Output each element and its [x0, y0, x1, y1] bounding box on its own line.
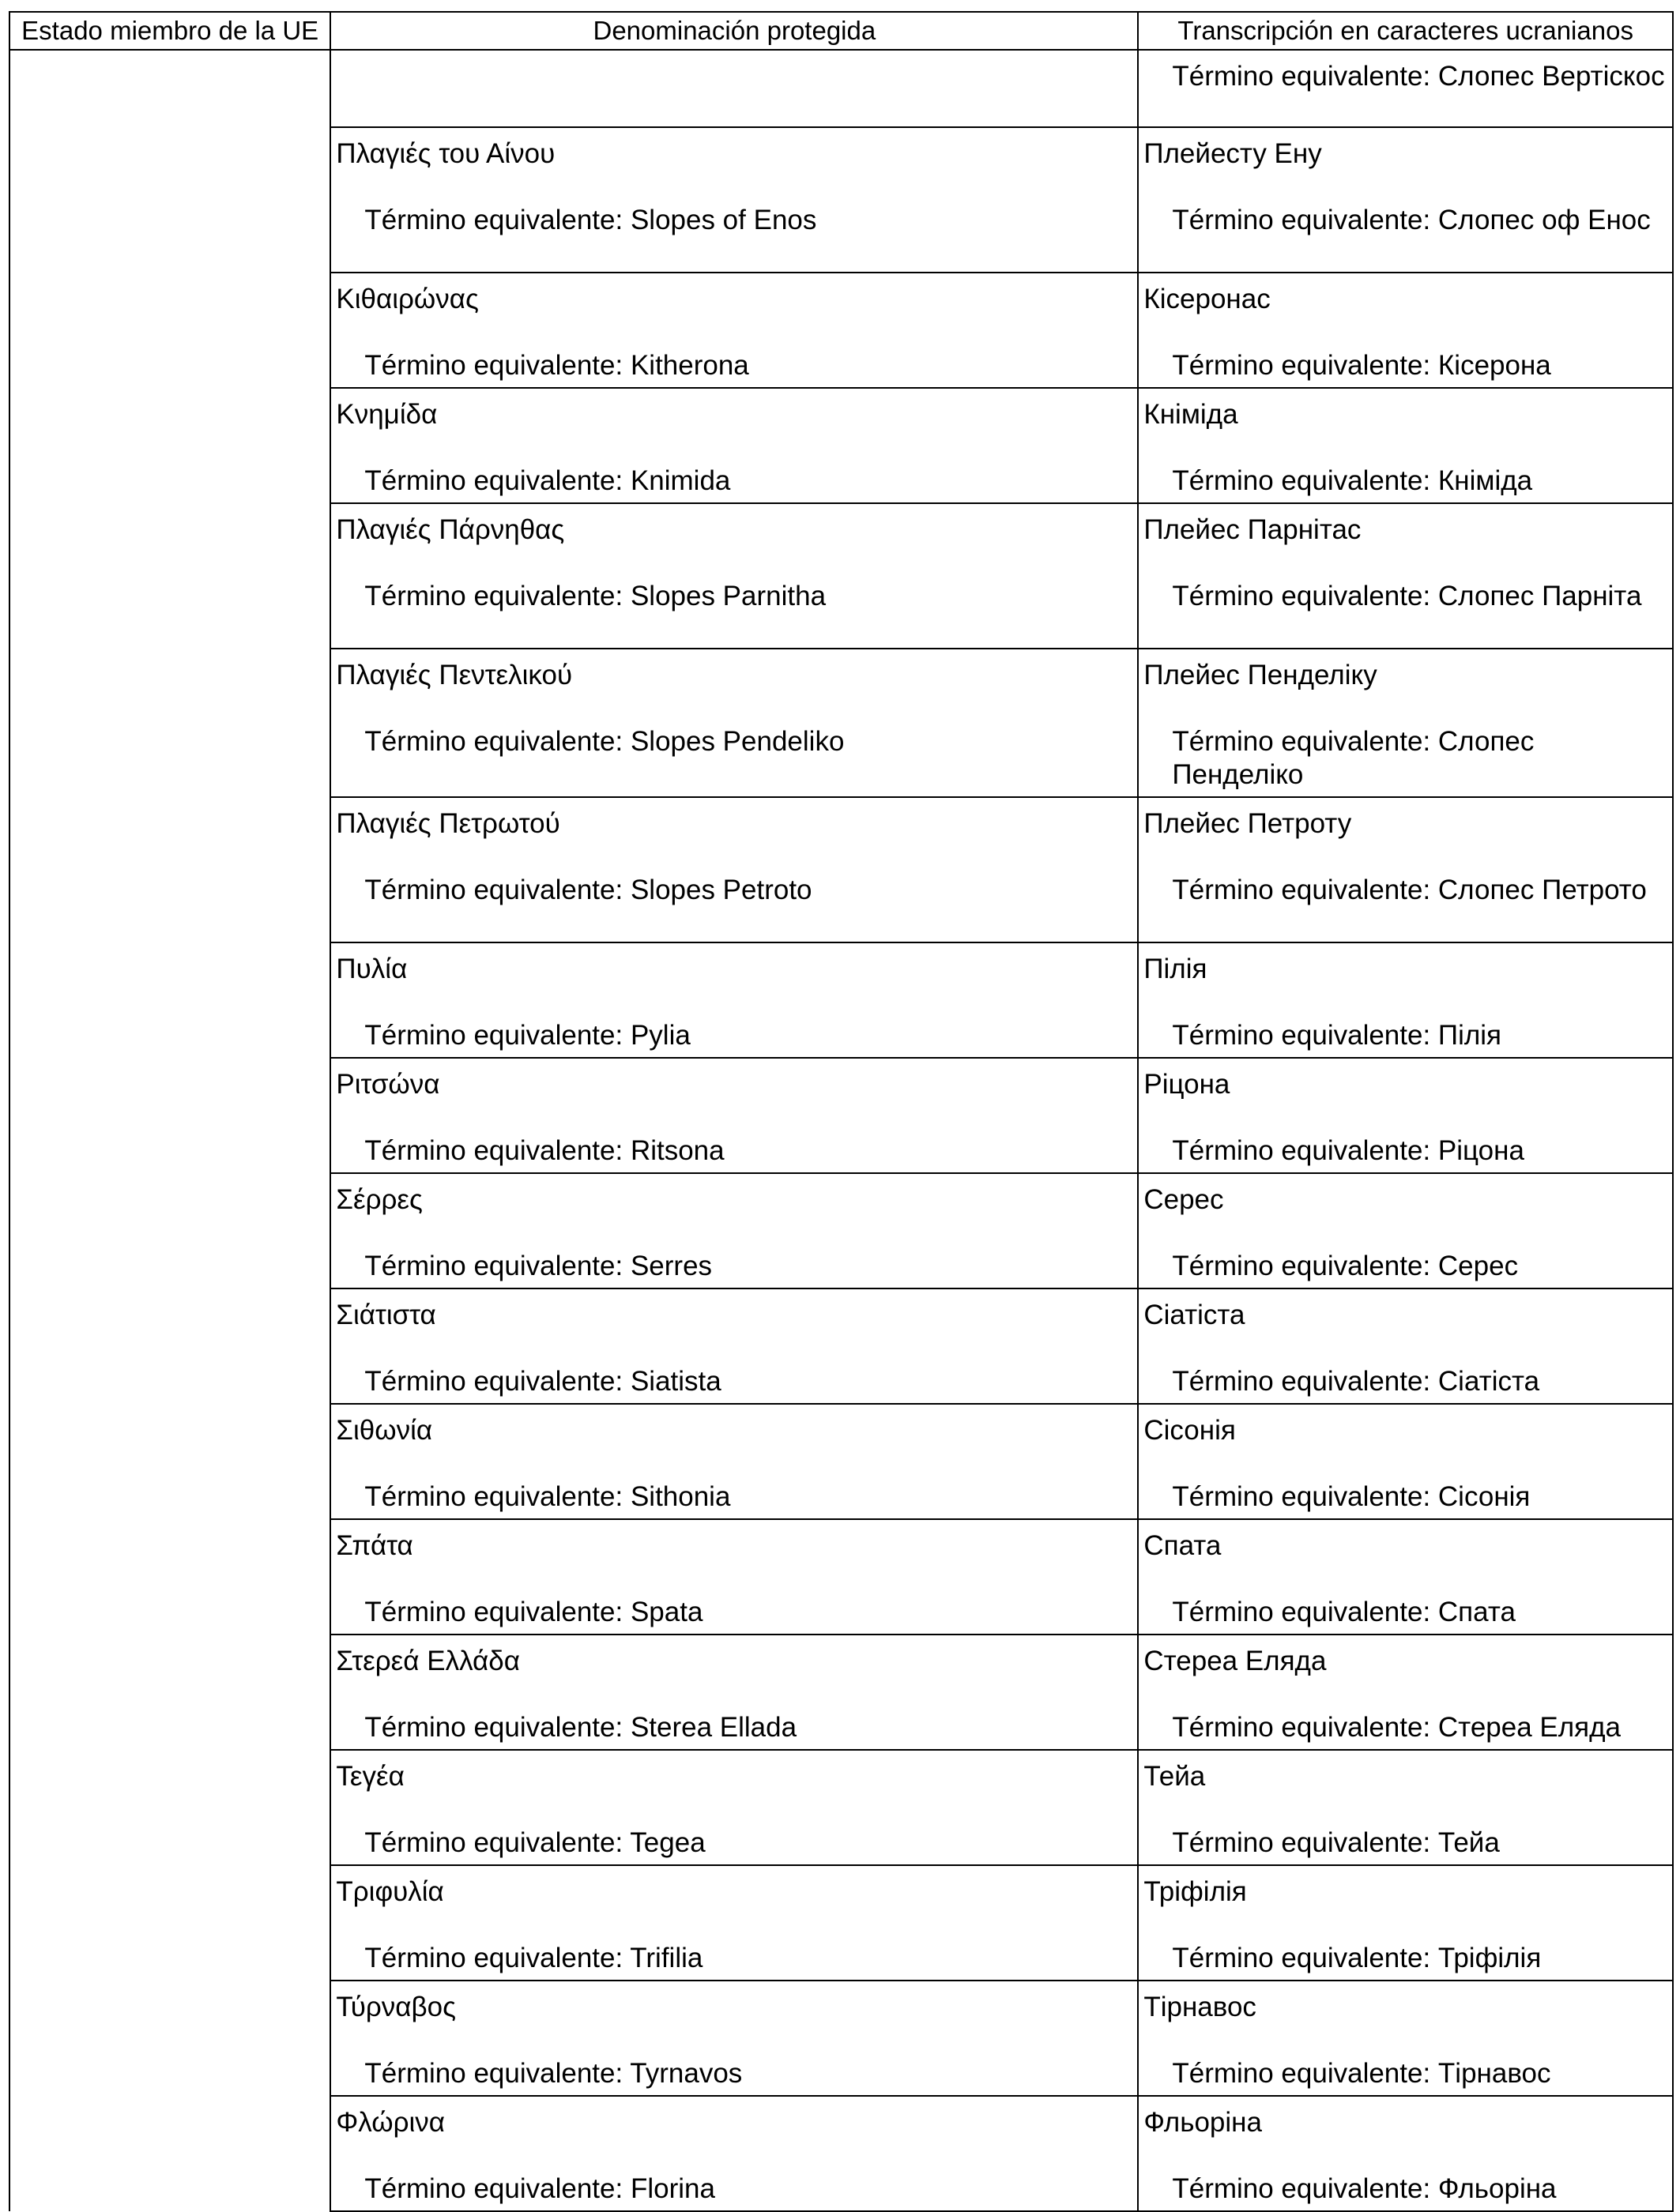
- ukrainian-equivalent-term: Término equivalente: Стереа Еляда: [1172, 1712, 1622, 1743]
- transcription-cell: [1138, 2096, 1673, 2211]
- protected-name: Πλαγιές Πεντελικού: [336, 660, 573, 690]
- ukrainian-equivalent-term: Término equivalente: Сіатіста: [1172, 1366, 1540, 1397]
- transcription-cell: [1138, 1404, 1673, 1519]
- protected-name-cell: [330, 388, 1138, 503]
- protected-name-cell: [330, 127, 1138, 273]
- protected-name-cell: [330, 797, 1138, 942]
- ukrainian-equivalent-term: Término equivalente: Сісонія: [1172, 1481, 1531, 1512]
- ukrainian-name: Ріцона: [1143, 1069, 1230, 1100]
- protected-name: Φλώρινα: [336, 2107, 446, 2138]
- protected-name-cell: [330, 1058, 1138, 1173]
- protected-name: Πλαγιές του Αίνου: [336, 138, 556, 169]
- ukrainian-name: Кніміда: [1143, 399, 1238, 430]
- protected-name-cell: [330, 273, 1138, 388]
- ukrainian-equivalent-term: Término equivalente: Слопес Петрото: [1172, 875, 1647, 905]
- ukrainian-name: Пілія: [1143, 954, 1207, 984]
- ukrainian-equivalent-term: Término equivalente: Тріфілія: [1172, 1943, 1542, 1973]
- transcription-cell: [1138, 942, 1673, 1058]
- header-member-state: Estado miembro de la UE: [9, 12, 330, 50]
- equivalent-term: Término equivalente: Sterea Ellada: [364, 1712, 797, 1743]
- protected-name: Κιθαιρώνας: [336, 284, 479, 314]
- ukrainian-equivalent-term: Término equivalente: Фльоріна: [1172, 2173, 1557, 2204]
- ukrainian-name: Тірнавос: [1143, 1992, 1256, 2022]
- designations-table: [9, 11, 1674, 2212]
- equivalent-term: Término equivalente: Siatista: [364, 1366, 721, 1397]
- equivalent-term: Término equivalente: Florina: [364, 2173, 715, 2204]
- transcription-cell: [1138, 1519, 1673, 1635]
- equivalent-term: Término equivalente: Knimida: [364, 465, 731, 496]
- equivalent-term: Término equivalente: Tegea: [364, 1827, 706, 1858]
- ukrainian-name: Сісонія: [1143, 1415, 1236, 1446]
- table-header-row: [9, 12, 1673, 50]
- header-transcription: Transcripción en caracteres ucranianos: [1138, 12, 1673, 50]
- protected-name: Κνημίδα: [336, 399, 438, 430]
- ukrainian-equivalent-term: Término equivalente: Слопес Вертіскос: [1172, 61, 1665, 92]
- protected-name-cell: [330, 942, 1138, 1058]
- transcription-cell: [1138, 50, 1673, 127]
- equivalent-term: Término equivalente: Trifilia: [364, 1943, 703, 1973]
- ukrainian-name: Тейа: [1143, 1761, 1206, 1792]
- equivalent-term: Término equivalente: Spata: [364, 1597, 703, 1627]
- transcription-cell: [1138, 797, 1673, 942]
- ukrainian-name: Плейес Пенделіку: [1143, 660, 1377, 690]
- ukrainian-equivalent-term: Término equivalente: Тірнавос: [1172, 2058, 1551, 2089]
- ukrainian-equivalent-term: Término equivalente: Слопес Пенделіко: [1172, 726, 1535, 790]
- equivalent-term: Término equivalente: Slopes Petroto: [364, 875, 812, 905]
- protected-name: Τριφυλία: [336, 1876, 444, 1907]
- member-state-cell: [9, 50, 330, 2211]
- transcription-cell: [1138, 1981, 1673, 2096]
- protected-name-cell: [330, 1173, 1138, 1288]
- protected-name-cell: [330, 1750, 1138, 1865]
- equivalent-term: Término equivalente: Slopes Parnitha: [364, 581, 827, 611]
- transcription-cell: [1138, 1058, 1673, 1173]
- ukrainian-name: Сіатіста: [1143, 1300, 1245, 1330]
- protected-name-cell: [330, 1635, 1138, 1750]
- ukrainian-name: Серес: [1143, 1184, 1224, 1215]
- equivalent-term: Término equivalente: Slopes Pendeliko: [364, 726, 845, 757]
- transcription-cell: [1138, 1635, 1673, 1750]
- transcription-cell: [1138, 1288, 1673, 1404]
- ukrainian-name: Плейесту Ену: [1143, 138, 1322, 169]
- protected-name-cell: [330, 1981, 1138, 2096]
- ukrainian-equivalent-term: Término equivalente: Спата: [1172, 1597, 1516, 1627]
- protected-name-cell: [330, 1865, 1138, 1981]
- protected-name-cell: [330, 1519, 1138, 1635]
- equivalent-term: Término equivalente: Slopes of Enos: [364, 205, 817, 235]
- protected-name-cell: [330, 50, 1138, 127]
- protected-name: Πυλία: [336, 954, 408, 984]
- transcription-cell: [1138, 388, 1673, 503]
- ukrainian-name: Плейес Парнітас: [1143, 514, 1362, 545]
- ukrainian-equivalent-term: Término equivalente: Ріцона: [1172, 1135, 1524, 1166]
- equivalent-term: Término equivalente: Pylia: [364, 1020, 691, 1051]
- protected-name-cell: [330, 1404, 1138, 1519]
- equivalent-term: Término equivalente: Tyrnavos: [364, 2058, 743, 2089]
- ukrainian-name: Спата: [1143, 1530, 1222, 1561]
- equivalent-term: Término equivalente: Serres: [364, 1251, 713, 1281]
- transcription-cell: [1138, 1173, 1673, 1288]
- protected-name: Στερεά Ελλάδα: [336, 1646, 521, 1676]
- ukrainian-equivalent-term: Término equivalente: Кніміда: [1172, 465, 1533, 496]
- ukrainian-equivalent-term: Término equivalente: Серес: [1172, 1251, 1519, 1281]
- transcription-cell: [1138, 127, 1673, 273]
- transcription-cell: [1138, 503, 1673, 649]
- ukrainian-equivalent-term: Término equivalente: Тейа: [1172, 1827, 1500, 1858]
- equivalent-term: Término equivalente: Ritsona: [364, 1135, 725, 1166]
- protected-name: Ριτσώνα: [336, 1069, 440, 1100]
- protected-name: Σέρρες: [336, 1184, 423, 1215]
- protected-name: Σπάτα: [336, 1530, 413, 1561]
- header-protected-name: Denominación protegida: [330, 12, 1138, 50]
- ukrainian-name: Тріфілія: [1143, 1876, 1247, 1907]
- ukrainian-equivalent-term: Término equivalente: Кісерона: [1172, 350, 1551, 381]
- ukrainian-name: Стереа Еляда: [1143, 1646, 1327, 1676]
- ukrainian-name: Фльоріна: [1143, 2107, 1262, 2138]
- protected-name: Τεγέα: [336, 1761, 405, 1792]
- protected-name: Πλαγιές Πάρνηθας: [336, 514, 565, 545]
- table-row: [9, 50, 1673, 127]
- transcription-cell: [1138, 649, 1673, 797]
- protected-name: Σιθωνία: [336, 1415, 433, 1446]
- protected-name: Τύρναβος: [336, 1992, 456, 2022]
- protected-name-cell: [330, 1288, 1138, 1404]
- transcription-cell: [1138, 1750, 1673, 1865]
- ukrainian-equivalent-term: Término equivalente: Слопес Парніта: [1172, 581, 1642, 611]
- ukrainian-name: Кісеронас: [1143, 284, 1271, 314]
- protected-name: Σιάτιστα: [336, 1300, 436, 1330]
- transcription-cell: [1138, 273, 1673, 388]
- protected-name-cell: [330, 649, 1138, 797]
- ukrainian-equivalent-term: Término equivalente: Пілія: [1172, 1020, 1501, 1051]
- ukrainian-equivalent-term: Término equivalente: Слопес оф Енос: [1172, 205, 1651, 235]
- protected-name-cell: [330, 2096, 1138, 2211]
- protected-name: Πλαγιές Πετρωτού: [336, 808, 560, 839]
- equivalent-term: Término equivalente: Sithonia: [364, 1481, 731, 1512]
- transcription-cell: [1138, 1865, 1673, 1981]
- protected-name-cell: [330, 503, 1138, 649]
- equivalent-term: Término equivalente: Kitherona: [364, 350, 749, 381]
- ukrainian-name: Плейес Петроту: [1143, 808, 1352, 839]
